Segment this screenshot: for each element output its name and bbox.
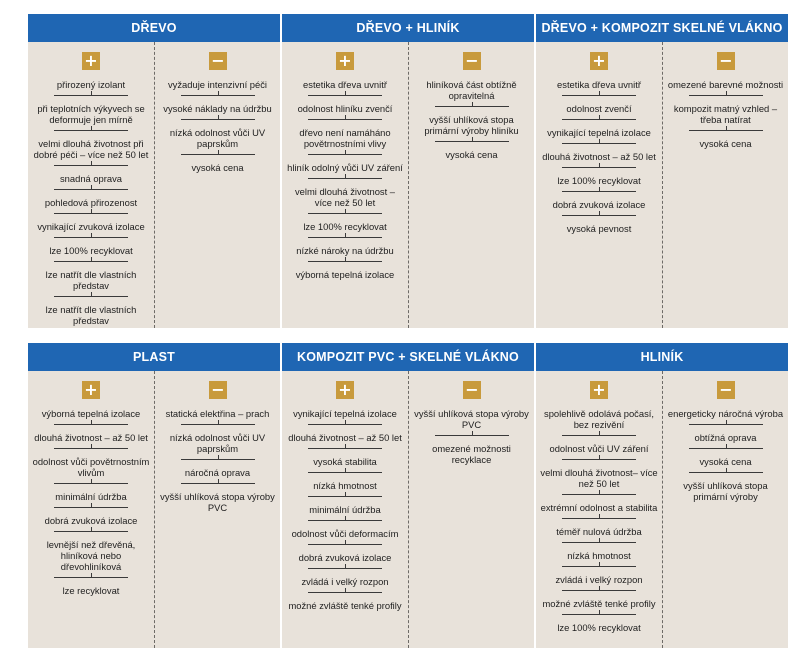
advantage-item: minimální údržba bbox=[282, 502, 408, 518]
disadvantages-column bbox=[408, 42, 534, 328]
advantage-item: lze natřít dle vlastních představ bbox=[28, 267, 154, 294]
advantage-item: minimální údržba bbox=[28, 489, 154, 505]
advantage-item: hliník odolný vůči UV záření bbox=[282, 160, 408, 176]
advantages-list bbox=[28, 77, 154, 329]
advantage-item: extrémní odolnost a stabilita bbox=[536, 500, 662, 516]
advantages-column bbox=[536, 371, 662, 648]
disadvantages-list bbox=[409, 406, 534, 468]
minus-icon: − bbox=[463, 52, 481, 70]
advantage-item: dobrá zvuková izolace bbox=[536, 197, 662, 213]
disadvantages-column bbox=[408, 371, 534, 648]
plus-icon: + bbox=[590, 381, 608, 399]
comparison-panel bbox=[282, 343, 534, 648]
disadvantage-item: kompozit matný vzhled – třeba natírat bbox=[663, 101, 788, 128]
disadvantage-item: vyšší uhlíková stopa výroby PVC bbox=[409, 406, 534, 433]
advantage-item: lze recyklovat bbox=[62, 585, 120, 596]
advantage-item: lze natřít dle vlastních představ bbox=[45, 304, 137, 326]
panel-title: DŘEVO + HLINÍK bbox=[282, 14, 534, 42]
disadvantage-item: hliníková část obtížně opravitelná bbox=[409, 77, 534, 104]
advantage-item: zvládá i velký rozpon bbox=[536, 572, 662, 588]
advantages-list bbox=[282, 77, 408, 283]
panel-title: PLAST bbox=[28, 343, 280, 371]
advantage-item: velmi dlouhá životnost– více než 50 let bbox=[536, 465, 662, 492]
disadvantage-item: vyšší uhlíková stopa výroby PVC bbox=[160, 491, 275, 513]
advantage-item: odolnost zvenčí bbox=[536, 101, 662, 117]
minus-icon: − bbox=[717, 52, 735, 70]
plus-icon: + bbox=[336, 52, 354, 70]
disadvantage-item: vysoká cena bbox=[699, 138, 752, 149]
advantage-item: možné zvláště tenké profily bbox=[288, 600, 402, 611]
comparison-panel bbox=[28, 343, 280, 648]
minus-icon: − bbox=[463, 381, 481, 399]
advantages-column bbox=[282, 42, 408, 328]
advantage-item: odolnost hliníku zvenčí bbox=[282, 101, 408, 117]
disadvantage-item: energeticky náročná výroba bbox=[663, 406, 788, 422]
advantage-item: levnější než dřevěná, hliníková nebo dřevohliníková bbox=[28, 537, 154, 575]
advantage-item: lze 100% recyklovat bbox=[536, 173, 662, 189]
panel-title: DŘEVO + KOMPOZIT SKELNÉ VLÁKNO bbox=[536, 14, 788, 42]
advantages-list bbox=[28, 406, 154, 599]
disadvantages-list bbox=[663, 77, 788, 152]
plus-icon: + bbox=[590, 52, 608, 70]
disadvantages-column bbox=[154, 42, 280, 328]
advantage-item: dlouhá životnost – až 50 let bbox=[28, 430, 154, 446]
advantages-column bbox=[28, 371, 154, 648]
disadvantages-list bbox=[155, 77, 280, 176]
disadvantage-item: vysoká cena bbox=[191, 162, 244, 173]
advantage-item: spolehlivě odolává počasí, bez rezivění bbox=[536, 406, 662, 433]
advantage-item: vysoká stabilita bbox=[282, 454, 408, 470]
plus-icon: + bbox=[82, 52, 100, 70]
advantage-item: při teplotních výkyvech se deformuje jen mírně bbox=[28, 101, 154, 128]
plus-icon: + bbox=[82, 381, 100, 399]
panel-title: KOMPOZIT PVC + SKELNÉ VLÁKNO bbox=[282, 343, 534, 371]
comparison-panel bbox=[282, 14, 534, 328]
disadvantage-item: nízká odolnost vůči UV paprskům bbox=[155, 125, 280, 152]
disadvantage-item: vysoká cena bbox=[663, 454, 788, 470]
advantage-item: lze 100% recyklovat bbox=[28, 243, 154, 259]
minus-icon: − bbox=[209, 52, 227, 70]
advantage-item: nízká hmotnost bbox=[536, 548, 662, 564]
advantage-item: dřevo není namáháno povětrnostními vlivy bbox=[282, 125, 408, 152]
advantages-list bbox=[536, 406, 662, 636]
advantage-item: výborná tepelná izolace bbox=[28, 406, 154, 422]
advantages-column bbox=[536, 42, 662, 328]
comparison-panel bbox=[28, 14, 280, 328]
advantage-item: dobrá zvuková izolace bbox=[282, 550, 408, 566]
disadvantage-item: náročná oprava bbox=[155, 465, 280, 481]
disadvantages-column bbox=[662, 371, 788, 648]
disadvantages-list bbox=[663, 406, 788, 505]
advantage-item: odolnost vůči UV záření bbox=[536, 441, 662, 457]
advantage-item: výborná tepelná izolace bbox=[295, 269, 395, 280]
advantages-column bbox=[28, 42, 154, 328]
disadvantages-list bbox=[409, 77, 534, 163]
advantage-item: odolnost vůči povětrnostním vlivům bbox=[28, 454, 154, 481]
advantage-item: vynikající zvuková izolace bbox=[28, 219, 154, 235]
disadvantage-item: obtížná oprava bbox=[663, 430, 788, 446]
disadvantage-item: vysoké náklady na údržbu bbox=[155, 101, 280, 117]
disadvantages-column bbox=[154, 371, 280, 648]
disadvantage-item: vyšší uhlíková stopa primární výroby hliníku bbox=[409, 112, 534, 139]
advantage-item: lze 100% recyklovat bbox=[282, 219, 408, 235]
advantage-item: odolnost vůči deformacím bbox=[282, 526, 408, 542]
plus-icon: + bbox=[336, 381, 354, 399]
panel-title: DŘEVO bbox=[28, 14, 280, 42]
advantage-item: vynikající tepelná izolace bbox=[282, 406, 408, 422]
advantages-column bbox=[282, 371, 408, 648]
panel-title: HLINÍK bbox=[536, 343, 788, 371]
advantage-item: dlouhá životnost – až 50 let bbox=[536, 149, 662, 165]
disadvantage-item: omezené barevné možnosti bbox=[663, 77, 788, 93]
disadvantage-item: vysoká cena bbox=[445, 149, 498, 160]
advantage-item: téměř nulová údržba bbox=[536, 524, 662, 540]
disadvantage-item: vyšší uhlíková stopa primární výroby bbox=[683, 480, 768, 502]
disadvantage-item: nízká odolnost vůči UV paprskům bbox=[155, 430, 280, 457]
advantage-item: dobrá zvuková izolace bbox=[28, 513, 154, 529]
minus-icon: − bbox=[209, 381, 227, 399]
advantage-item: přirozený izolant bbox=[28, 77, 154, 93]
advantage-item: dlouhá životnost – až 50 let bbox=[282, 430, 408, 446]
comparison-panel bbox=[536, 14, 788, 328]
minus-icon: − bbox=[717, 381, 735, 399]
advantage-item: vysoká pevnost bbox=[566, 223, 632, 234]
comparison-panel bbox=[536, 343, 788, 648]
advantage-item: snadná oprava bbox=[28, 171, 154, 187]
advantage-item: zvládá i velký rozpon bbox=[282, 574, 408, 590]
disadvantages-column bbox=[662, 42, 788, 328]
advantage-item: nízká hmotnost bbox=[282, 478, 408, 494]
advantage-item: velmi dlouhá životnost při dobré péči – více než 50 let bbox=[28, 136, 154, 163]
disadvantage-item: statická elektřina – prach bbox=[155, 406, 280, 422]
disadvantage-item: omezené možnosti recyklace bbox=[432, 443, 511, 465]
advantages-list bbox=[282, 406, 408, 614]
advantage-item: estetika dřeva uvnitř bbox=[282, 77, 408, 93]
advantage-item: vynikající tepelná izolace bbox=[536, 125, 662, 141]
advantages-list bbox=[536, 77, 662, 237]
advantage-item: estetika dřeva uvnitř bbox=[536, 77, 662, 93]
advantage-item: nízké nároky na údržbu bbox=[282, 243, 408, 259]
advantage-item: pohledová přirozenost bbox=[28, 195, 154, 211]
disadvantage-item: vyžaduje intenzivní péči bbox=[155, 77, 280, 93]
disadvantages-list bbox=[155, 406, 280, 516]
advantage-item: lze 100% recyklovat bbox=[557, 622, 641, 633]
advantage-item: velmi dlouhá životnost – více než 50 let bbox=[282, 184, 408, 211]
advantage-item: možné zvláště tenké profily bbox=[536, 596, 662, 612]
